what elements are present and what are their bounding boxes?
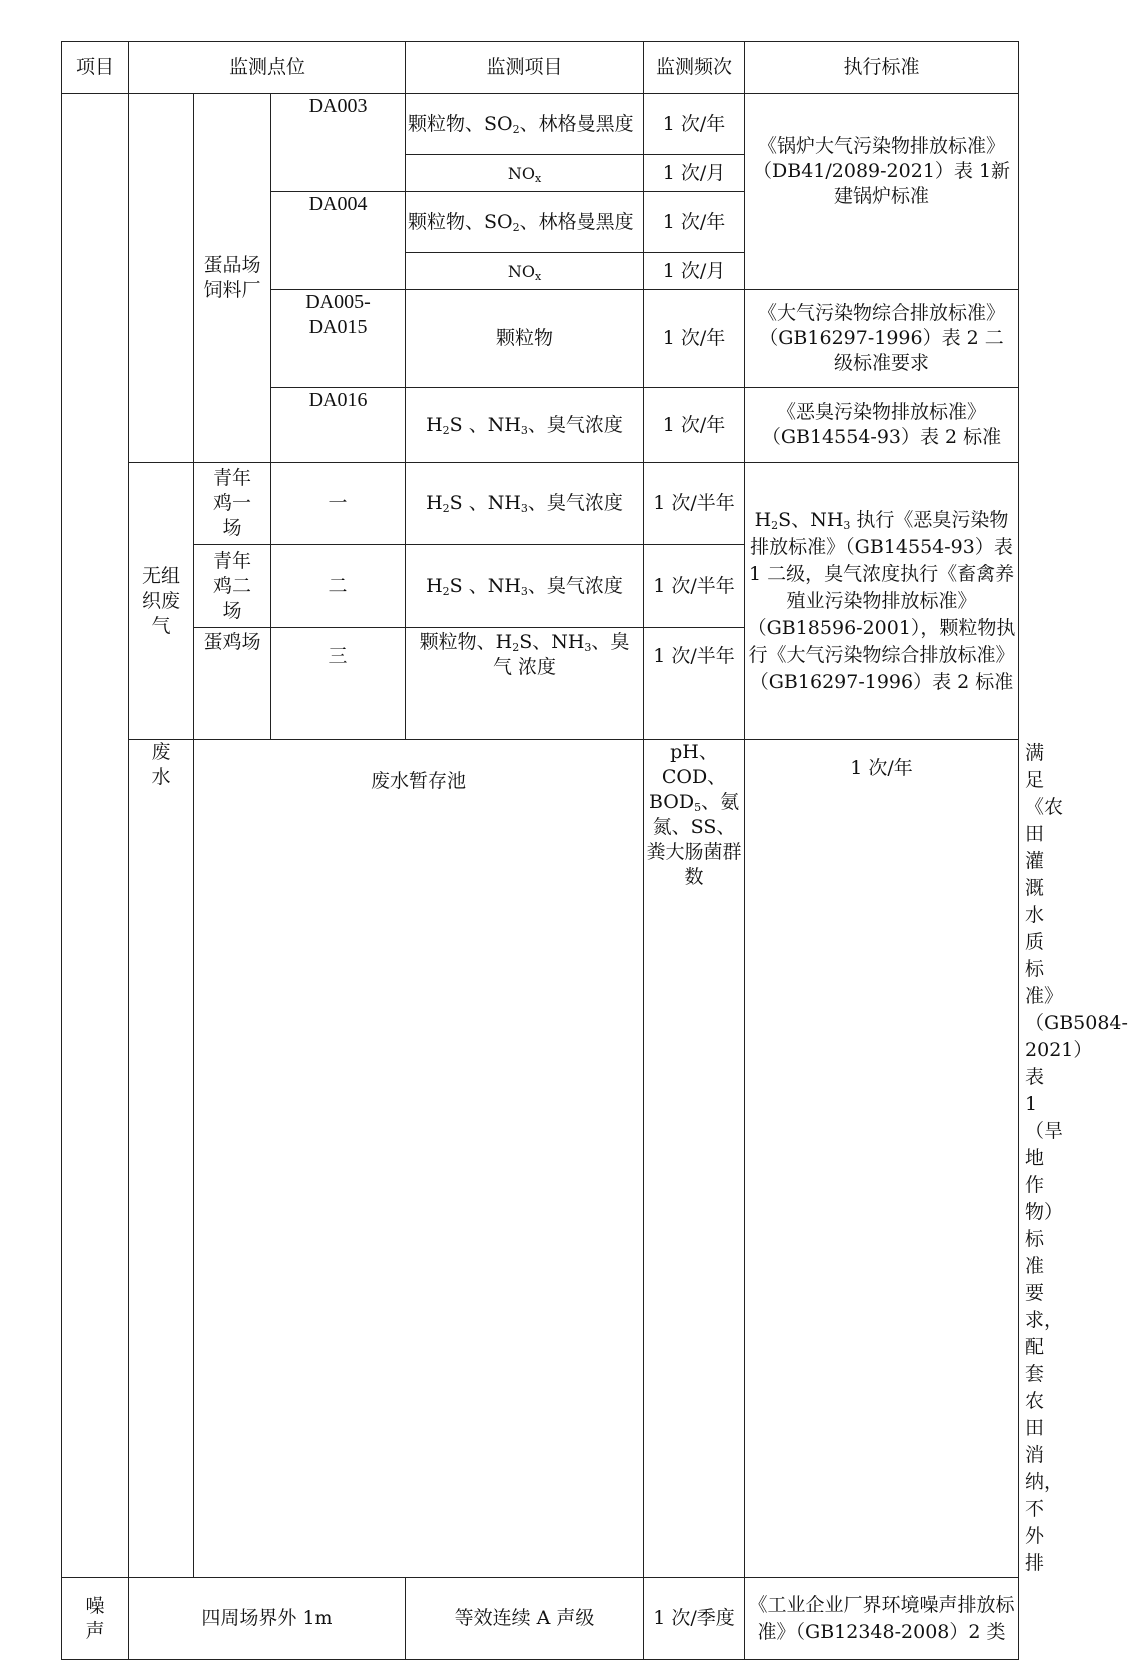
noise-location: 四周场界外 1m <box>129 1578 406 1660</box>
monitoring-table <box>61 41 1128 1660</box>
monitor-frequency: 1 次/年 <box>644 94 745 155</box>
header-frequency: 监测频次 <box>644 42 745 94</box>
site-name: 青年鸡一场 <box>194 463 271 545</box>
monitor-param: $H_2S$ 、$NH_3$、臭气浓度 <box>406 388 644 463</box>
noise-standard: 《工业企业厂界环境噪声排放标准》（GB12348-2008）2 类 <box>745 1578 1019 1660</box>
monitor-frequency: 1 次/年 <box>644 388 745 463</box>
monitor-frequency: 1 次/半年 <box>644 545 745 628</box>
monitor-param: 颗粒物 <box>406 290 644 388</box>
standard-unorganized: $H_2S$、$NH_3$ 执行《恶臭污染物排放标准》（GB14554-93）表 1 二级，臭气浓度执行《畜禽养殖业污染物排放标准》（GB18596-2001），颗粒物执行《大气污染物综合排放标准》（GB16297-1996）表 2 标准 <box>745 463 1019 740</box>
monitor-frequency: 1 次/月 <box>644 155 745 192</box>
outlet-id: DA016 <box>271 388 406 463</box>
header-standard: 执行标准 <box>745 42 1019 94</box>
header-parameter: 监测项目 <box>406 42 644 94</box>
monitor-frequency: 1 次/半年 <box>644 463 745 545</box>
site-name: 青年鸡二场 <box>194 545 271 628</box>
standard-air: 《大气污染物综合排放标准》（GB16297-1996）表 2 二级标准要求 <box>745 290 1019 388</box>
table-row <box>62 463 1019 545</box>
monitor-frequency: 1 次/年 <box>644 192 745 253</box>
monitor-param: 颗粒物、$H_2S$、$NH_3$、臭气 浓度 <box>406 628 644 740</box>
table-row <box>62 1578 1019 1660</box>
outlet-id: DA004 <box>271 192 406 290</box>
outlet-id: DA003 <box>271 94 406 192</box>
standard-boiler: 《锅炉大气污染物排放标准》（DB41/2089-2021）表 1新建锅炉标准 <box>745 94 1019 290</box>
header-location: 监测点位 <box>129 42 406 94</box>
site-name: 蛋鸡场 <box>194 628 271 740</box>
monitor-frequency: 1 次/月 <box>644 253 745 290</box>
outlet-id: DA005-DA015 <box>271 290 406 388</box>
standard-odor: 《恶臭污染物排放标准》（GB14554-93）表 2 标准 <box>745 388 1019 463</box>
item-wastewater: 废水 <box>129 740 194 1578</box>
monitor-param: 颗粒物、$SO_2$、林格曼黑度 <box>406 94 644 155</box>
wastewater-location: 废水暂存池 <box>194 740 644 1578</box>
monitor-param: $NO_x$ <box>406 253 644 290</box>
monitor-frequency: 1 次/年 <box>644 290 745 388</box>
monitor-param: $NO_x$ <box>406 155 644 192</box>
wastewater-param: pH、COD、$BOD_5$、氨氮、SS、粪大肠菌群数 <box>644 740 745 1578</box>
monitor-frequency: 1 次/半年 <box>644 628 745 740</box>
header-row <box>62 42 1019 94</box>
monitor-param: 颗粒物、$SO_2$、林格曼黑度 <box>406 192 644 253</box>
table-row <box>62 94 1019 155</box>
header-item: 项目 <box>62 42 129 94</box>
item-exhaust <box>62 94 129 1578</box>
category-unorganized: 无组织废气 <box>129 463 194 740</box>
site-feed-mill: 蛋品场饲料厂 <box>194 94 271 463</box>
point-id: 二 <box>271 545 406 628</box>
organized-exhaust-cell <box>129 94 194 463</box>
monitor-param: $H_2S$ 、$NH_3$、臭气浓度 <box>406 545 644 628</box>
table-row: 废水 废水暂存池 pH、COD、$BOD_5$、氨氮、SS、粪大肠菌群数 1 次/年 满足《农田灌溉水质标准》（GB5084-2021）表 1（旱地作物）标准要求，配套农田消纳，不外排 <box>62 740 1019 1578</box>
point-id: 三 <box>271 628 406 740</box>
noise-param: 等效连续 A 声级 <box>406 1578 644 1660</box>
point-id: 一 <box>271 463 406 545</box>
wastewater-frequency: 1 次/年 <box>745 740 1019 1578</box>
item-noise: 噪声 <box>62 1578 129 1660</box>
noise-frequency: 1 次/季度 <box>644 1578 745 1660</box>
monitor-param: $H_2S$ 、$NH_3$、臭气浓度 <box>406 463 644 545</box>
